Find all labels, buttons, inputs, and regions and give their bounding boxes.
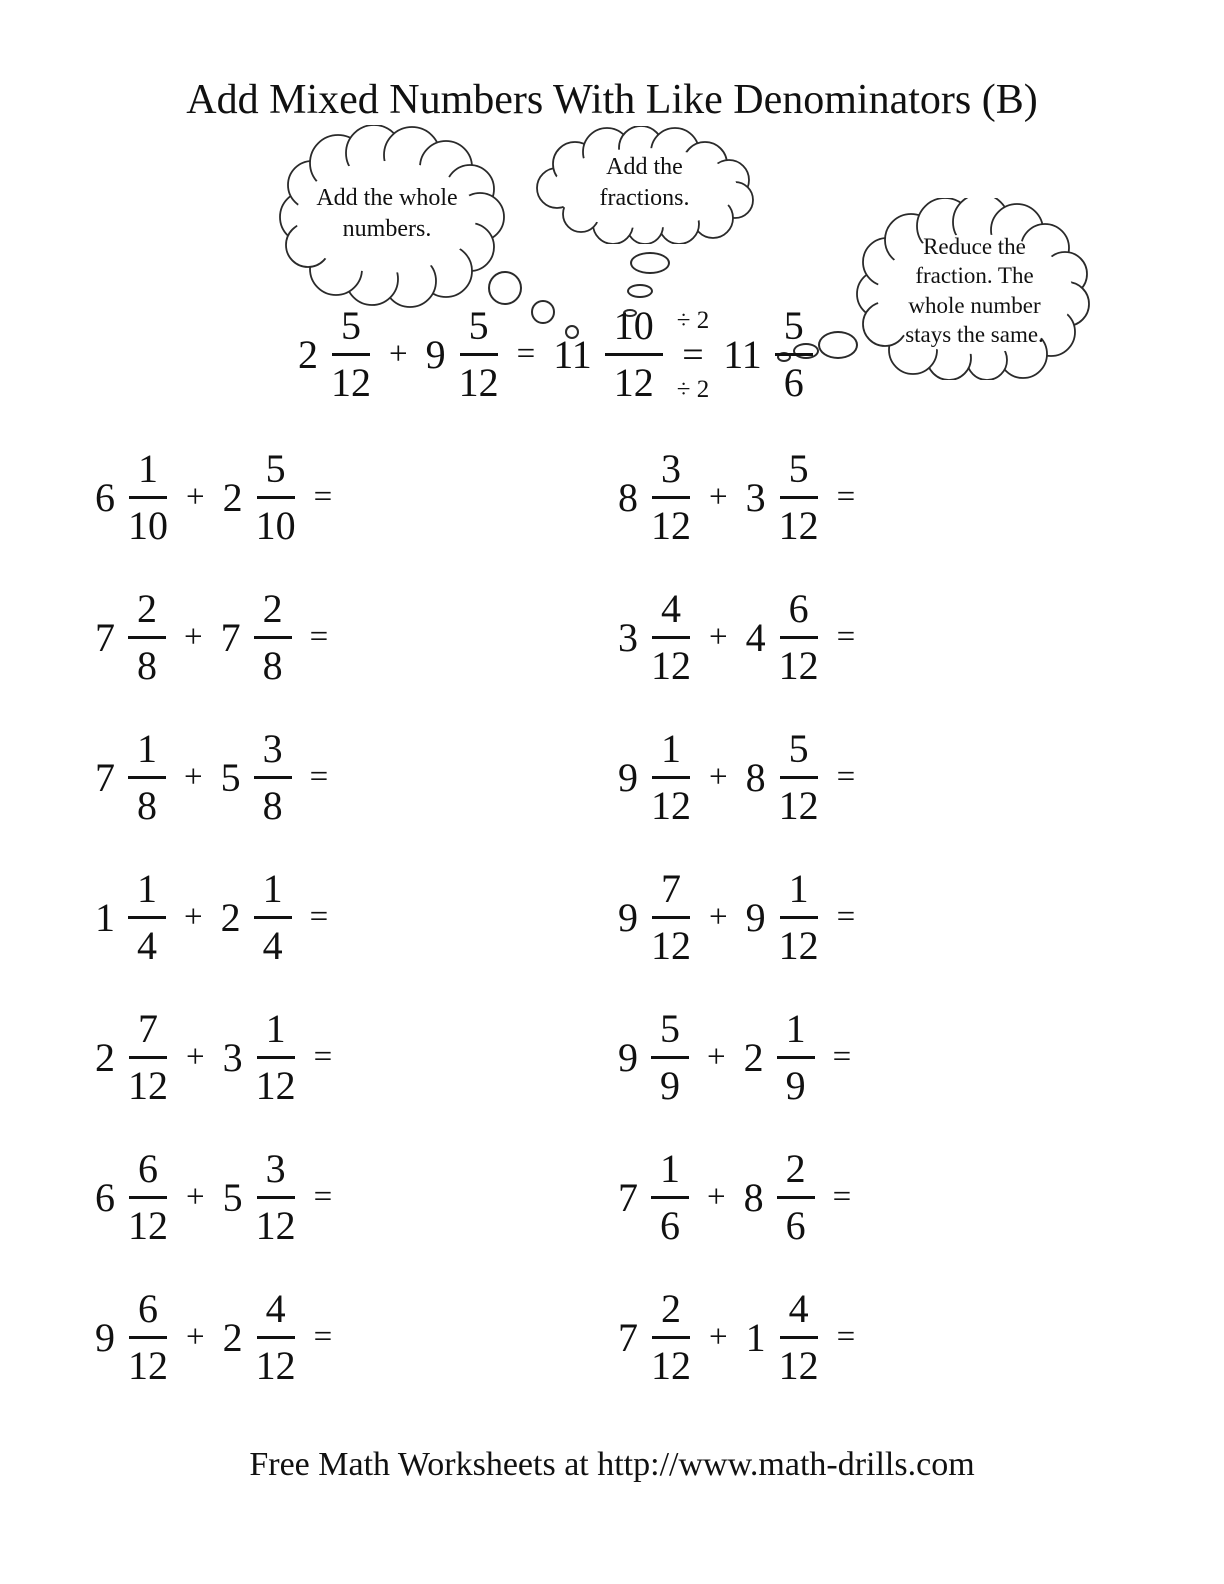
whole-number: 8	[745, 754, 766, 800]
numerator: 2	[777, 1149, 815, 1199]
problem-left-1	[95, 427, 337, 567]
denominator: 12	[778, 642, 819, 688]
fraction	[651, 585, 691, 688]
equals-sign: =	[313, 1038, 333, 1075]
numerator: 2	[128, 589, 166, 639]
equals-sign: =	[309, 758, 329, 795]
equals-sign: =	[313, 1178, 333, 1215]
denominator: 12	[778, 782, 819, 828]
numerator: 4	[652, 589, 690, 639]
whole-number: 3	[222, 1034, 243, 1080]
whole-number: 9	[95, 1314, 115, 1360]
fraction	[255, 1285, 296, 1388]
fraction	[255, 1005, 296, 1108]
problem-left-2	[95, 567, 337, 707]
thought-dot-icon	[630, 252, 670, 274]
whole-number: 1	[745, 1314, 766, 1360]
whole-number: 7	[220, 614, 241, 660]
whole-number: 4	[745, 614, 766, 660]
denominator: 8	[262, 782, 283, 828]
equals-sign: =	[313, 478, 333, 515]
denominator: 12	[128, 1202, 168, 1248]
numerator: 1	[254, 869, 292, 919]
problem-right-6	[618, 1127, 860, 1267]
equals-sign: =	[832, 1178, 852, 1215]
numerator: 1	[780, 869, 818, 919]
fraction	[651, 1285, 691, 1388]
whole-number: 2	[222, 474, 243, 520]
denominator: 9	[785, 1062, 806, 1108]
equals-sign: =	[309, 898, 329, 935]
whole-number: 2	[220, 894, 241, 940]
denominator: 12	[778, 922, 819, 968]
fraction	[128, 1005, 168, 1108]
example-equation	[298, 303, 813, 405]
numerator: 1	[128, 869, 166, 919]
fraction	[605, 303, 663, 405]
problem-left-4	[95, 847, 337, 987]
equals-sign: =	[836, 898, 856, 935]
numerator: 5	[651, 1009, 689, 1059]
denominator: 10	[255, 502, 296, 548]
numerator: 2	[652, 1289, 690, 1339]
whole-number: 7	[95, 614, 115, 660]
fraction	[777, 1005, 815, 1108]
denominator: 6	[785, 1202, 806, 1248]
thought-cloud-reduce	[845, 198, 1103, 380]
denominator: 8	[262, 642, 283, 688]
whole-number: 8	[743, 1174, 764, 1220]
reduce-annotation	[677, 308, 709, 402]
problem-right-3	[618, 707, 860, 847]
thought-dot-icon	[627, 284, 653, 298]
denominator: 12	[651, 782, 691, 828]
whole-number: 1	[95, 894, 115, 940]
whole-number: 3	[618, 614, 638, 660]
whole-number: 2	[298, 332, 318, 377]
numerator: 1	[651, 1149, 689, 1199]
numerator: 2	[254, 589, 292, 639]
equals-sign: =	[836, 478, 856, 515]
fraction	[778, 445, 819, 548]
plus-sign: +	[709, 478, 728, 515]
whole-number: 9	[618, 1034, 638, 1080]
plus-sign: +	[709, 618, 728, 655]
fraction	[778, 865, 819, 968]
numerator: 5	[780, 449, 818, 499]
denominator: 9	[660, 1062, 680, 1108]
numerator: 4	[780, 1289, 818, 1339]
whole-number: 5	[220, 754, 241, 800]
problem-left-6	[95, 1127, 337, 1267]
denominator: 12	[778, 1342, 819, 1388]
equals-sign: =	[832, 1038, 852, 1075]
page-title: Add Mixed Numbers With Like Denominators (B)	[186, 77, 1038, 123]
fraction	[128, 1285, 168, 1388]
denominator: 12	[255, 1202, 296, 1248]
denominator: 4	[262, 922, 283, 968]
fraction	[777, 1145, 815, 1248]
denominator: 12	[128, 1342, 168, 1388]
numerator: 6	[129, 1289, 167, 1339]
cloud-text: Reduce the fraction. The whole number stays the same.	[905, 234, 1044, 348]
denominator: 12	[613, 360, 654, 405]
plus-sign: +	[707, 1038, 726, 1075]
denominator: 12	[255, 1342, 296, 1388]
plus-sign: +	[709, 758, 728, 795]
problem-left-7	[95, 1267, 337, 1407]
plus-sign: +	[186, 1178, 205, 1215]
fraction	[651, 725, 691, 828]
fraction	[128, 445, 168, 548]
fraction	[254, 725, 292, 828]
numerator: 3	[254, 729, 292, 779]
denominator: 8	[137, 782, 157, 828]
problem-right-5	[618, 987, 860, 1127]
fraction	[128, 725, 166, 828]
equals-sign: =	[836, 1318, 856, 1355]
numerator: 5	[775, 306, 813, 356]
numerator: 6	[129, 1149, 167, 1199]
fraction	[128, 1145, 168, 1248]
fraction	[651, 1145, 689, 1248]
whole-number: 7	[95, 754, 115, 800]
whole-number: 8	[618, 474, 638, 520]
whole-number: 11	[553, 332, 592, 377]
problem-right-4	[618, 847, 860, 987]
plus-sign: +	[184, 618, 203, 655]
fraction	[254, 865, 292, 968]
whole-number: 9	[618, 754, 638, 800]
denominator: 4	[137, 922, 157, 968]
whole-number: 11	[723, 332, 762, 377]
numerator: 10	[605, 306, 663, 356]
fraction	[778, 1285, 819, 1388]
plus-sign: +	[707, 1178, 726, 1215]
problem-left-5	[95, 987, 337, 1127]
whole-number: 9	[745, 894, 766, 940]
denominator: 12	[651, 502, 691, 548]
fraction	[128, 585, 166, 688]
equals-sign: =	[313, 1318, 333, 1355]
numerator: 7	[129, 1009, 167, 1059]
problem-right-2	[618, 567, 860, 707]
denominator: 12	[778, 502, 819, 548]
fraction	[458, 303, 499, 405]
denominator: 10	[128, 502, 168, 548]
denominator: 12	[651, 1342, 691, 1388]
problem-right-1	[618, 427, 860, 567]
denominator: 12	[651, 642, 691, 688]
thought-cloud-whole-numbers	[268, 125, 505, 310]
plus-sign: +	[389, 336, 408, 372]
thought-dot-icon	[488, 271, 522, 305]
fraction	[128, 865, 166, 968]
divide-by-two-label: ÷ 2	[676, 375, 710, 403]
whole-number: 6	[95, 1174, 115, 1220]
problem-left-3	[95, 707, 337, 847]
plus-sign: +	[186, 478, 205, 515]
numerator: 1	[652, 729, 690, 779]
fraction	[254, 585, 292, 688]
cloud-text: Add the whole numbers.	[316, 185, 458, 242]
numerator: 1	[129, 449, 167, 499]
denominator: 6	[660, 1202, 680, 1248]
fraction	[331, 303, 371, 405]
whole-number: 6	[95, 474, 115, 520]
fraction	[775, 303, 813, 405]
whole-number: 2	[95, 1034, 115, 1080]
denominator: 12	[651, 922, 691, 968]
fraction	[778, 725, 819, 828]
denominator: 12	[255, 1062, 296, 1108]
numerator: 3	[652, 449, 690, 499]
thought-cloud-fractions	[527, 126, 762, 244]
cloud-text: Add the fractions.	[599, 154, 690, 211]
footer-credit: Free Math Worksheets at http://www.math-drills.com	[249, 1446, 975, 1483]
denominator: 8	[137, 642, 157, 688]
numerator: 5	[332, 306, 370, 356]
equals-sign: =	[836, 618, 856, 655]
numerator: 7	[652, 869, 690, 919]
numerator: 5	[257, 449, 295, 499]
denominator: 12	[128, 1062, 168, 1108]
whole-number: 5	[222, 1174, 243, 1220]
plus-sign: +	[709, 898, 728, 935]
fraction	[651, 445, 691, 548]
whole-number: 9	[618, 894, 638, 940]
thought-dot-icon	[818, 331, 858, 359]
numerator: 1	[128, 729, 166, 779]
equals-sign: =	[309, 618, 329, 655]
whole-number: 9	[425, 332, 446, 377]
fraction	[778, 585, 819, 688]
plus-sign: +	[186, 1038, 205, 1075]
whole-number: 2	[743, 1034, 764, 1080]
denominator: 12	[458, 360, 499, 405]
denominator: 6	[783, 360, 804, 405]
problems-column-left	[95, 427, 337, 1407]
whole-number: 7	[618, 1314, 638, 1360]
numerator: 4	[257, 1289, 295, 1339]
fraction	[255, 445, 296, 548]
numerator: 5	[460, 306, 498, 356]
plus-sign: +	[186, 1318, 205, 1355]
equals-sign: =	[516, 336, 536, 372]
whole-number: 3	[745, 474, 766, 520]
numerator: 6	[780, 589, 818, 639]
plus-sign: +	[709, 1318, 728, 1355]
equals-sign: =	[682, 333, 704, 376]
fraction	[651, 1005, 689, 1108]
fraction	[255, 1145, 296, 1248]
plus-sign: +	[184, 758, 203, 795]
denominator: 12	[331, 360, 371, 405]
plus-sign: +	[184, 898, 203, 935]
divide-by-two-label: ÷ 2	[676, 306, 710, 334]
numerator: 3	[257, 1149, 295, 1199]
numerator: 5	[780, 729, 818, 779]
equals-sign: =	[836, 758, 856, 795]
problem-right-7	[618, 1267, 860, 1407]
whole-number: 2	[222, 1314, 243, 1360]
numerator: 1	[777, 1009, 815, 1059]
whole-number: 7	[618, 1174, 638, 1220]
problems-column-right	[618, 427, 860, 1407]
fraction	[651, 865, 691, 968]
numerator: 1	[257, 1009, 295, 1059]
